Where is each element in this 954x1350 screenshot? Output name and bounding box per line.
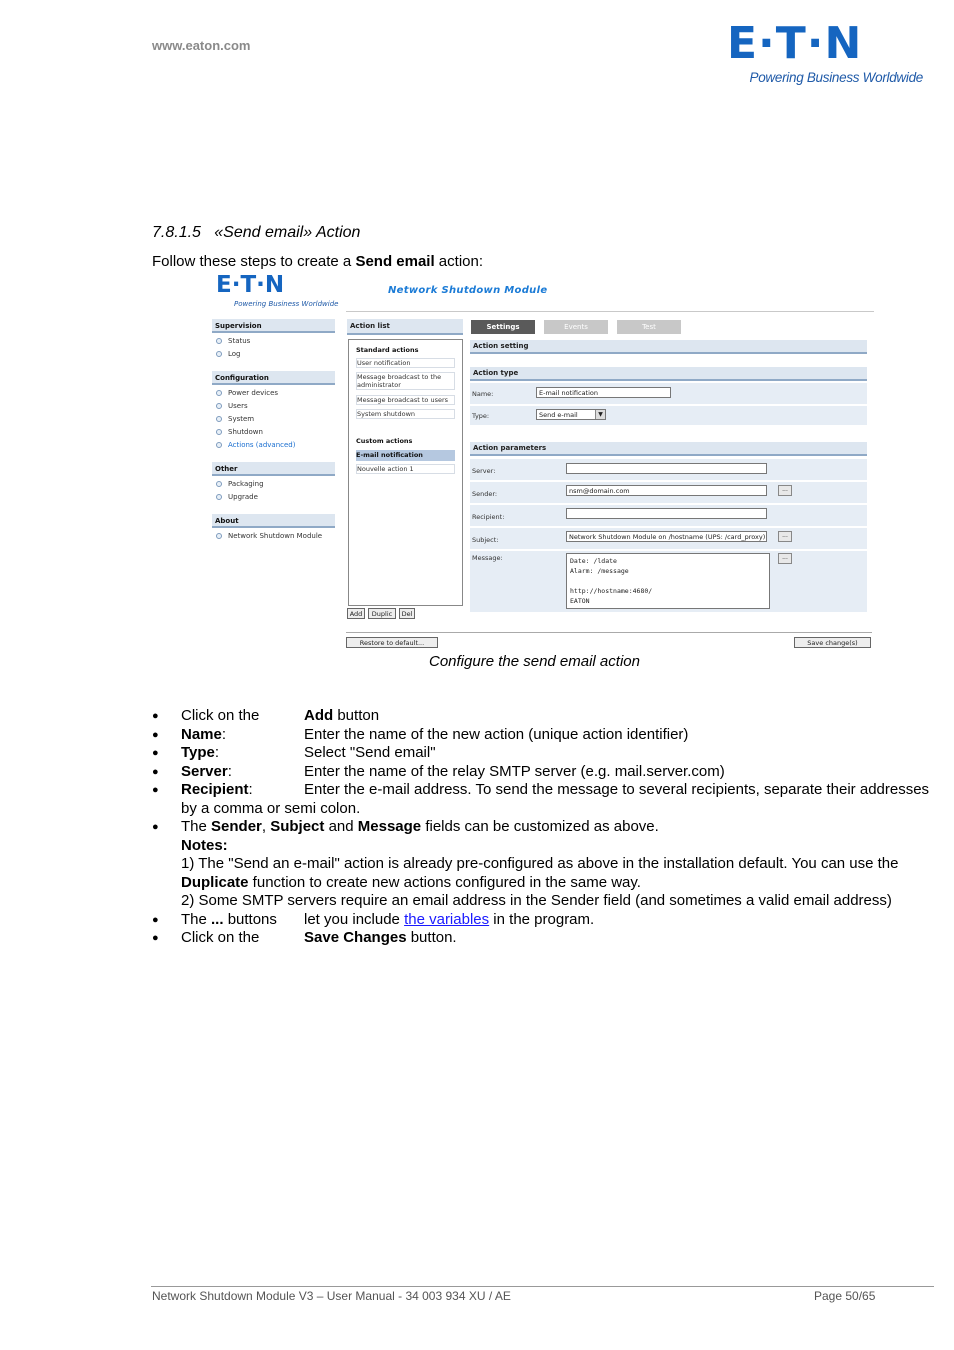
delete-button[interactable]: Del xyxy=(399,608,415,619)
recipient-label: Recipient: xyxy=(472,513,505,521)
bullet-icon: ● xyxy=(152,710,159,722)
variables-link[interactable]: the variables xyxy=(404,910,490,928)
bullet-icon: ● xyxy=(152,784,159,796)
step-bold: Recipient xyxy=(181,781,249,798)
step-text: let you include xyxy=(304,910,405,928)
eaton-logo-word: E·T·N xyxy=(727,18,863,69)
step-colon: : xyxy=(214,744,220,761)
step-variables xyxy=(152,911,932,930)
nav-item-nsm[interactable] xyxy=(216,530,322,541)
sender-variables-button[interactable]: ... xyxy=(778,485,792,496)
step-type xyxy=(152,744,932,763)
step-text: The xyxy=(181,910,212,928)
action-item-broadcast-users[interactable]: Message broadcast to users xyxy=(356,395,455,405)
shot-app-title: Network Shutdown Module xyxy=(388,285,548,296)
note-1-text: 1) The "Send an e-mail" action is already pre-configured as above in the installation default. You can use the xyxy=(181,855,899,872)
nav-heading-supervision: Supervision xyxy=(212,319,335,333)
server-label: Server: xyxy=(472,467,496,475)
type-select-value: Send e-mail xyxy=(539,411,578,419)
step-server xyxy=(152,763,932,782)
nav-item-power-devices[interactable] xyxy=(216,387,278,398)
note-1-bold: Duplicate xyxy=(181,873,249,891)
action-item-user-notification[interactable]: User notification xyxy=(356,358,455,368)
step-customize xyxy=(152,818,932,911)
step-bold: Message xyxy=(357,818,422,835)
radio-dot-icon xyxy=(216,429,222,435)
nav-item-shutdown[interactable] xyxy=(216,426,263,437)
step-bold: ... xyxy=(211,910,224,928)
standard-actions-heading: Standard actions xyxy=(356,346,419,354)
action-item-nouvelle-action[interactable]: Nouvelle action 1 xyxy=(356,464,455,474)
step-text: The xyxy=(181,818,212,835)
step-colon: : xyxy=(248,781,253,798)
nav-label: System xyxy=(228,414,255,423)
name-label: Name: xyxy=(472,390,494,398)
step-colon: : xyxy=(227,762,232,780)
step-text: and xyxy=(324,818,358,835)
nav-item-users[interactable] xyxy=(216,400,248,411)
nav-label: Log xyxy=(228,349,241,358)
nav-heading-other: Other xyxy=(212,462,335,476)
step-text: Enter the e-mail address. To send the message to several recipients, separate their addresses by a comma or semi colon. xyxy=(181,781,930,817)
bottom-divider xyxy=(346,632,872,633)
subject-variables-button[interactable]: ... xyxy=(778,531,792,542)
nav-label: Power devices xyxy=(228,388,279,397)
eaton-logo xyxy=(727,18,923,88)
nav-label: Status xyxy=(228,336,251,345)
eaton-logo-tagline: Powering Business Worldwide xyxy=(749,70,923,85)
notes-heading: Notes: xyxy=(181,836,228,854)
nav-label: Shutdown xyxy=(228,427,263,436)
header-url: www.eaton.com xyxy=(152,38,251,53)
nsm-screenshot xyxy=(210,272,874,654)
step-bold: Name xyxy=(181,725,222,743)
radio-dot-icon xyxy=(216,533,222,539)
sender-label: Sender: xyxy=(472,490,498,498)
note-2-text: 2) Some SMTP servers require an email address in the Sender field (and sometimes a valid email address) xyxy=(181,892,892,909)
subject-label: Subject: xyxy=(472,536,499,544)
custom-actions-heading: Custom actions xyxy=(356,437,413,445)
action-list-heading: Action list xyxy=(347,319,463,335)
type-select[interactable] xyxy=(536,409,606,420)
step-save xyxy=(152,929,932,948)
nav-item-actions-advanced[interactable] xyxy=(216,439,295,450)
type-label: Type: xyxy=(472,412,490,420)
step-colon: : xyxy=(221,725,227,743)
section-name: «Send email» Action xyxy=(214,224,361,241)
nav-label: Network Shutdown Module xyxy=(228,531,323,540)
nav-heading-about: About xyxy=(212,514,335,528)
radio-dot-icon xyxy=(216,442,222,448)
intro-before: Follow these steps to create a xyxy=(152,253,356,270)
step-text: button xyxy=(333,707,380,724)
shot-logo-tagline: Powering Business Worldwide xyxy=(234,300,339,308)
subject-field[interactable]: Network Shutdown Module on /hostname (UPS: /card_proxy) xyxy=(566,531,767,542)
restore-default-button[interactable]: Restore to default... xyxy=(346,637,438,648)
action-item-broadcast-admin[interactable]: Message broadcast to the administrator xyxy=(356,372,455,390)
recipient-field[interactable] xyxy=(566,508,767,519)
footer-doc-title: Network Shutdown Module V3 – User Manual - 34 003 934 XU / AE xyxy=(152,1289,511,1303)
section-title xyxy=(152,224,360,242)
footer-divider xyxy=(151,1286,934,1287)
tab-events[interactable]: Events xyxy=(544,320,608,334)
bullet-icon: ● xyxy=(152,932,159,944)
nav-item-upgrade[interactable] xyxy=(216,491,258,502)
bullet-icon: ● xyxy=(152,728,159,741)
action-item-email-notification[interactable]: E-mail notification xyxy=(356,450,455,461)
step-add xyxy=(152,707,932,726)
message-label: Message: xyxy=(472,554,503,562)
step-text: buttons xyxy=(223,910,277,928)
type-row xyxy=(470,405,867,425)
step-bold: Add xyxy=(304,707,334,724)
nav-label: Upgrade xyxy=(228,492,258,501)
add-button[interactable]: Add xyxy=(347,608,365,619)
note-1-text-end: function to create new actions configured in the same way. xyxy=(248,873,641,891)
footer-page-number: Page 50/65 xyxy=(814,1289,876,1303)
step-bold: Sender xyxy=(211,818,262,835)
step-recipient xyxy=(152,781,932,818)
steps-list xyxy=(152,707,932,948)
nav-label: Actions (advanced) xyxy=(228,440,296,449)
shot-logo-word: E·T·N xyxy=(216,272,285,298)
duplicate-button[interactable]: Duplic xyxy=(368,608,396,619)
nav-item-status[interactable] xyxy=(216,335,250,346)
message-variables-button[interactable]: ... xyxy=(778,553,792,564)
shot-divider xyxy=(346,311,874,312)
bullet-icon: ● xyxy=(152,747,159,759)
step-text: in the program. xyxy=(489,910,595,928)
name-field[interactable]: E-mail notification xyxy=(536,387,671,398)
nav-label: Packaging xyxy=(228,479,264,488)
radio-dot-icon xyxy=(216,403,222,409)
step-key: Click on the xyxy=(181,707,260,724)
step-text: Enter the name of the new action (unique action identifier) xyxy=(304,725,689,743)
figure-caption: Configure the send email action xyxy=(429,653,640,670)
step-bold: Server xyxy=(181,762,228,780)
nav-label: Users xyxy=(228,401,248,410)
message-textarea[interactable]: Date: /ldate Alarm: /message http://hostname:4680/ EATON xyxy=(566,553,770,609)
step-key: Click on the xyxy=(181,929,260,946)
intro-text xyxy=(152,253,483,270)
intro-bold: Send email xyxy=(355,253,435,270)
nav-item-system[interactable] xyxy=(216,413,254,424)
bullet-icon: ● xyxy=(152,821,159,833)
section-number: 7.8.1.5 xyxy=(152,224,201,241)
step-text: Select "Send email" xyxy=(304,744,436,761)
step-text: fields can be customized as above. xyxy=(421,818,659,835)
nav-item-log[interactable] xyxy=(216,348,241,359)
step-name xyxy=(152,726,932,745)
step-bold: Type xyxy=(181,744,215,761)
bullet-icon: ● xyxy=(152,913,159,926)
nav-heading-configuration: Configuration xyxy=(212,371,335,385)
radio-dot-icon xyxy=(216,338,222,344)
save-changes-button[interactable]: Save change(s) xyxy=(794,637,871,648)
step-text: Enter the name of the relay SMTP server (e.g. mail.server.com) xyxy=(304,762,725,780)
server-field[interactable] xyxy=(566,463,767,474)
step-bold: Save Changes xyxy=(304,929,407,946)
tab-settings[interactable]: Settings xyxy=(471,320,535,334)
radio-dot-icon xyxy=(216,390,222,396)
action-type-bar: Action type xyxy=(470,367,867,381)
radio-dot-icon xyxy=(216,481,222,487)
step-text: , xyxy=(261,818,271,835)
step-text: button. xyxy=(406,929,457,946)
action-item-system-shutdown[interactable]: System shutdown xyxy=(356,409,455,419)
chevron-down-icon: ▼ xyxy=(595,410,605,419)
radio-dot-icon xyxy=(216,416,222,422)
radio-dot-icon xyxy=(216,494,222,500)
action-params-bar: Action parameters xyxy=(470,442,867,456)
intro-after: action: xyxy=(434,253,484,270)
tab-test[interactable]: Test xyxy=(617,320,681,334)
bullet-icon: ● xyxy=(152,765,159,778)
radio-dot-icon xyxy=(216,351,222,357)
step-bold: Subject xyxy=(270,818,325,835)
sender-field[interactable]: nsm@domain.com xyxy=(566,485,767,496)
nav-item-packaging[interactable] xyxy=(216,478,264,489)
action-setting-bar: Action setting xyxy=(470,340,867,354)
